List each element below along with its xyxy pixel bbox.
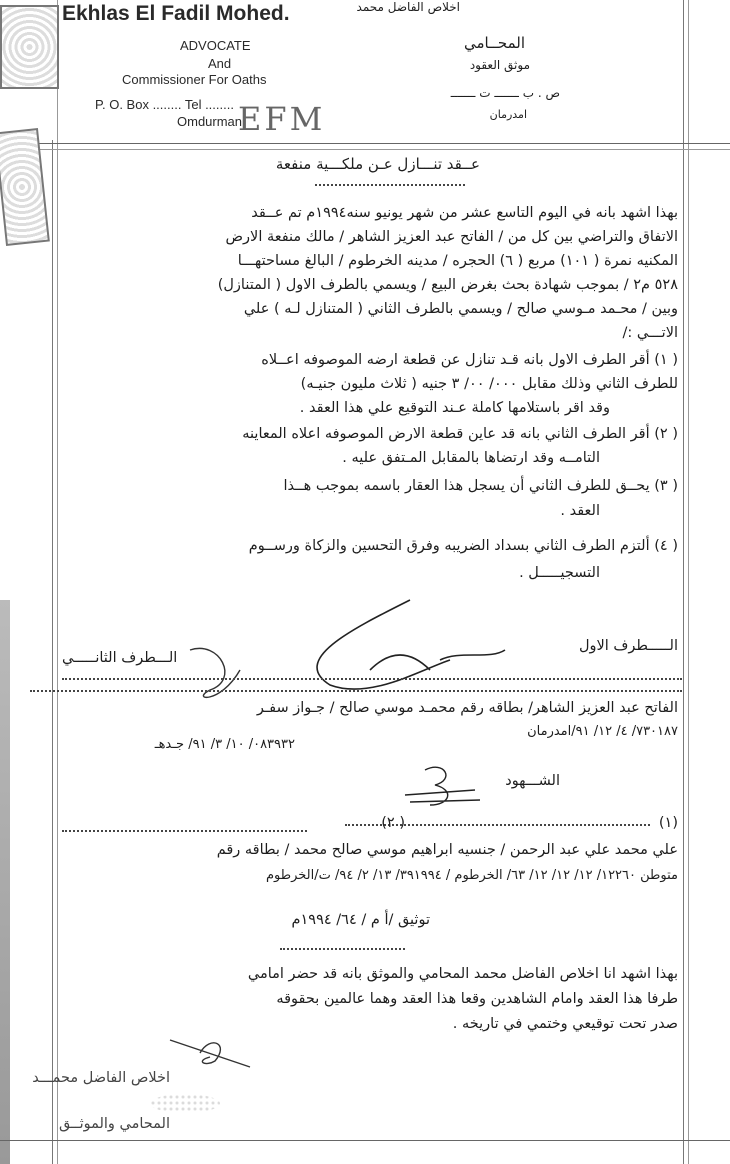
revenue-stamp (0, 128, 50, 246)
title-underline (315, 184, 465, 186)
city-en: Omdurman (177, 114, 243, 129)
clause-number: ( ١) (654, 352, 678, 368)
first-party-label: الـــــطرف الاول (578, 638, 678, 654)
clause-1 (261, 352, 678, 368)
attestation-line: طرفا هذا العقد وامام الشاهدين وقعا هذا العقد وهما عالمين بحقوقه (276, 991, 678, 1007)
lawyer-role-en: Commissioner For Oaths (122, 72, 267, 87)
po-box-en: P. O. Box ........ Tel ........ (95, 97, 234, 112)
clause-line: أقر الطرف الاول بانه قـد تنازل عن قطعة ارضه الموصوفه اعــلاه (261, 352, 650, 368)
footer-divider (0, 1140, 730, 1141)
notary-seal (150, 1094, 220, 1113)
right-border-line (683, 0, 684, 1164)
witness-signature (395, 760, 485, 820)
second-party-label: الـــطرف الثانـــــي (62, 650, 178, 666)
party-ids-line: ٠٨٣٩٣٢/ ١٠/ ٣/ ٩١/ جـدهـ (154, 737, 295, 752)
revenue-stamp (0, 5, 59, 89)
body-line: الاتفاق والتراضي بين كل من / الفاتح عبد العزيز الشاهر / مالك منفعة الارض (225, 229, 678, 245)
lawyer-role-ar: موثق العقود (469, 58, 530, 72)
left-border-line-inner (57, 0, 58, 1164)
attestation-line: بهذا اشهد انا اخلاص الفاضل محمد المحامي والموثق بانه قد حضر امامي (247, 966, 678, 982)
left-border-line (52, 140, 53, 1164)
attestation-underline (280, 948, 405, 950)
clause-number: ( ٤) (654, 538, 678, 554)
witnesses-heading: الشـــهود (505, 773, 560, 789)
header-divider (0, 143, 730, 144)
clause-line: التسجيـــــل . (519, 565, 600, 581)
attestation-heading: توثيق /أ م / ٦٤/ ١٩٩٤م (291, 912, 430, 928)
body-line: المكنيه نمرة ( ١٠١) مربع ( ٦) الحجره / مدينه الخرطوم / البالغ مساحتهـــا (237, 253, 678, 269)
po-box-ar: ص . ب ـــــــ ت ـــــــ (450, 86, 560, 100)
clause-4 (249, 538, 678, 554)
notary-role: المحامي والموثــق (58, 1116, 170, 1132)
clause-number: ( ٢) (654, 426, 678, 442)
witness-1-number: (١) (658, 815, 678, 831)
signature-first-party (290, 590, 510, 700)
notary-name: اخلاص الفاضل محمـــد (32, 1070, 170, 1086)
witness-names: علي محمد علي عبد الرحمن / جنسيه ابراهيم موسي صالح محمد / بطاقه رقم (216, 842, 678, 858)
clause-line: أقر الطرف الثاني بانه قد عاين قطعة الارض الموصوفه اعلاه المعاينه (242, 426, 650, 442)
separator (30, 690, 682, 692)
separator (62, 678, 682, 680)
clause-line: للطرف الثاني وذلك مقابل ٠٠٠/ ٠٠/ ٣ جنيه ( ثلاث مليون جنيـه) (300, 376, 678, 392)
header-divider-2 (30, 149, 730, 150)
party-ids-line: ٧٣٠١٨٧/ ٤/ ١٢/ ٩١/امدرمان (527, 724, 678, 739)
clause-line: العقد . (560, 503, 600, 519)
witness-2-line (62, 830, 307, 832)
body-line: ٥٢٨ م٢ / بموجب شهادة بحث بغرض البيع / ويسمي بالطرف الاول ( المتنازل) (217, 277, 678, 293)
right-border-line-inner (688, 0, 689, 1164)
lawyer-name-ar: اخلاص الفاضل محمد (356, 0, 460, 14)
clause-line: ألتزم الطرف الثاني بسداد الضريبه وفرق التحسين والزكاة ورســوم (248, 538, 650, 554)
notary-signature (160, 1035, 260, 1069)
clause-line: يحــق للطرف الثاني أن يسجل هذا العقار باسمه بموجب هــذا (283, 478, 650, 494)
witness-ids: متوطن ١٢٢٦٠/ ١٢/ ١٢/ ١٢/ ٦٣/ الخرطوم / ٣٩١٩٩٤/ ١٣/ ٢/ ٩٤/ ت/الخرطوم (265, 868, 678, 883)
body-line: الاتـــي :/ (622, 325, 678, 341)
party-ids-line: الفاتح عبد العزيز الشاهر/ بطاقه رقم محمـد موسي صالح / جـواز سفـر (256, 700, 678, 716)
efm-logo: EFM (238, 100, 326, 138)
attestation-line: صدر تحت توقيعي وختمي في تاريخه . (452, 1016, 678, 1032)
scan-edge-shadow (0, 600, 10, 1164)
body-line: بهذا اشهد بانه في اليوم التاسع عشر من شهر يونيو سنه١٩٩٤م تم عــقد (251, 205, 678, 221)
witness-2-number: ( ٢) (381, 815, 405, 831)
clause-line: التامــه وقد ارتضاها بالمقابل المـتفق عليه . (342, 450, 600, 466)
document-title: عــقد تنـــازل عـن ملكـــية منفعة (275, 155, 480, 173)
lawyer-name-en: Ekhlas El Fadil Mohed. (62, 2, 290, 25)
and-text: And (208, 56, 232, 71)
signature-second-party (180, 640, 260, 710)
clause-3 (284, 478, 678, 494)
lawyer-title-en: ADVOCATE (180, 38, 251, 53)
clause-2 (242, 426, 678, 442)
city-ar: امدرمان (489, 108, 527, 121)
lawyer-title-ar: المحــامي (464, 34, 525, 52)
body-line: وبين / محـمد مـوسي صالح / ويسمي بالطرف الثاني ( المتنازل لـه ) علي (243, 301, 678, 317)
clause-line: وقد اقر باستلامها كاملة عـند التوقيع علي هذا العقد . (299, 400, 610, 416)
clause-number: ( ٣) (654, 478, 678, 494)
